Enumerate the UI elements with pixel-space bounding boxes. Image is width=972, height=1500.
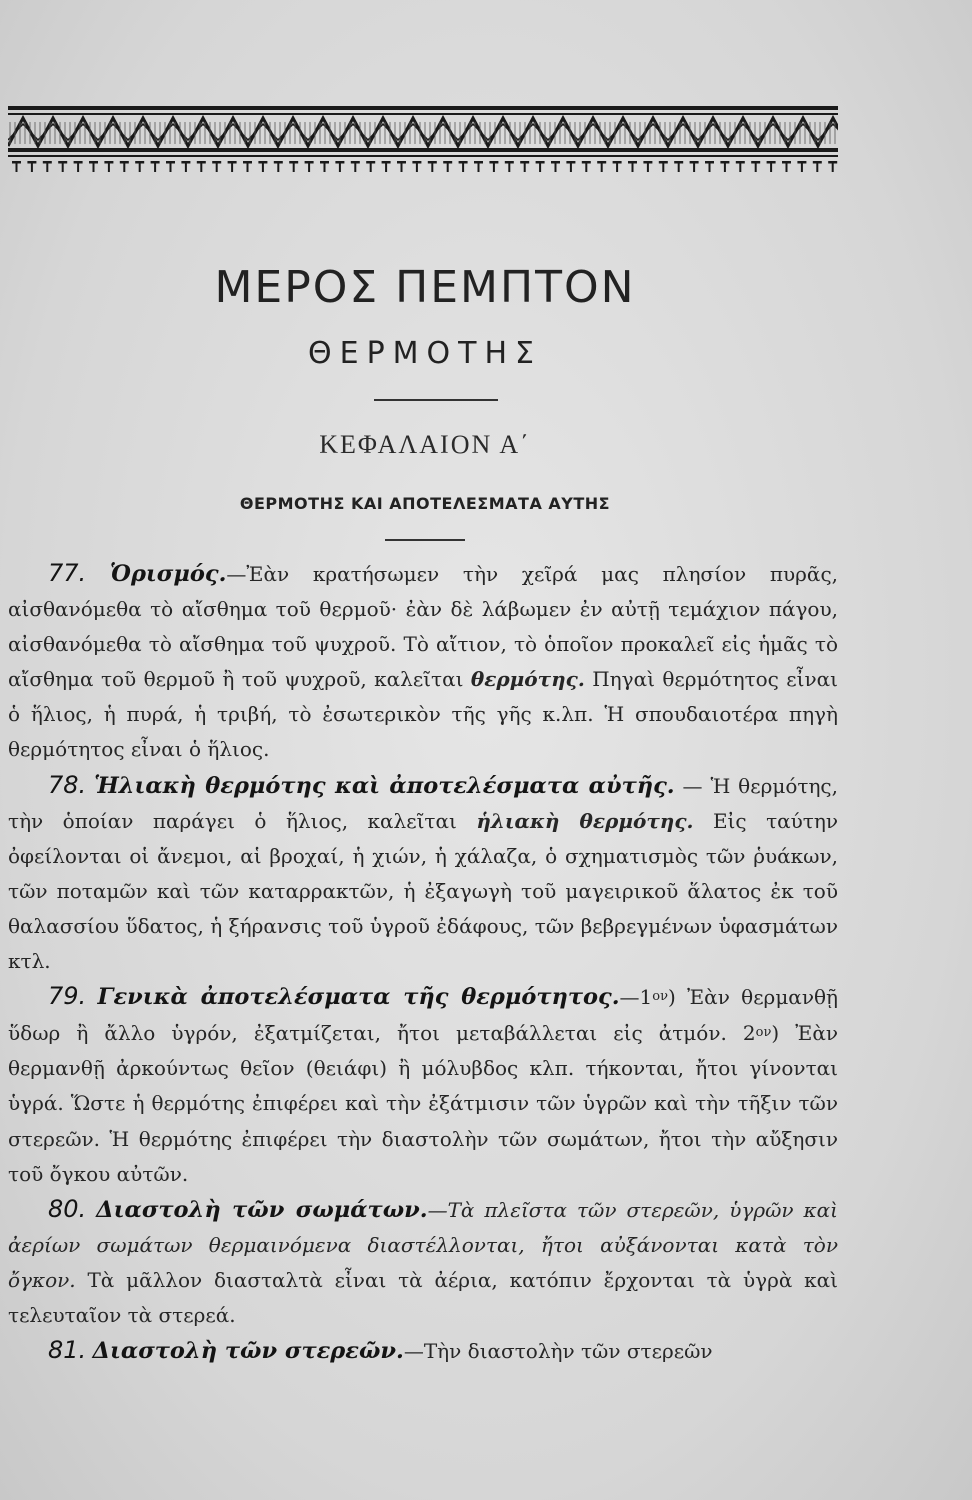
subject-title: ΘΕΡΜΟΤΗΣ	[308, 336, 542, 371]
part-title: ΜΕΡΟΣ ΠΕΜΠΤΟΝ	[214, 262, 636, 313]
body-text	[8, 556, 838, 1369]
emphasized-text: —Τὰ πλεῖστα τῶν στερεῶν, ὑγρῶν καὶ ἀερίων σωμάτων θερμαινόμενα διαστέλλονται, ἤτοι αὐξάνονται κατὰ τὸν ὄγκον.	[8, 1197, 839, 1292]
title-divider	[374, 399, 498, 401]
section-text: Εἰς ταύτην ὀφείλονται οἱ ἄνεμοι, αἱ βροχαί, ἡ χιών, ἡ χάλαζα, ὁ σχηματισμὸς τῶν ῥυάκων, τῶν ποταμῶν καὶ τῶν καταρρακτῶν, ἡ ἐξαγωγὴ τοῦ μαγειρικοῦ ἅλατος ἐκ τοῦ θαλασσίου ὕδατος, ἡ ξήρανσις τοῦ ὑγροῦ ἐδάφους, τῶν βεβρεγμένων ὑφασμάτων κτλ.	[8, 808, 839, 974]
section-heading: Ὁρισμός.	[109, 561, 227, 587]
defined-term: θερμότης.	[470, 667, 585, 692]
section-heading: Ἡλιακὴ θερμότης καὶ ἀποτελέσματα αὐτῆς.	[94, 772, 675, 799]
section-80	[8, 1192, 838, 1333]
section-text: Πηγαὶ θερμότητος εἶναι ὁ ἥλιος, ἡ πυρά, ἡ τριβή, τὸ ἐσωτερικὸν τῆς γῆς κ.λπ. Ἡ σπουδαιοτέρα πηγὴ θερμότητος εἶναι ὁ ἥλιος.	[8, 667, 839, 762]
ordinal-suffix: ον	[755, 1025, 772, 1041]
chapter-subtitle: ΘΕΡΜΟΤΗΣ ΚΑΙ ΑΠΟΤΕΛΕΣΜΑΤΑ ΑΥΤΗΣ	[239, 494, 611, 513]
section-heading: Γενικὰ ἀποτελέσματα τῆς θερμότητος.	[97, 984, 620, 1011]
section-79	[8, 979, 838, 1192]
ordinal-suffix: ον	[652, 989, 669, 1005]
section-text: Τὰ μᾶλλον διασταλτὰ εἶναι τὰ ἀέρια, κατόπιν ἔρχονται τὰ ὑγρὰ καὶ τελευταῖον τὰ στερεά.	[8, 1267, 838, 1327]
section-number: 80.	[48, 1194, 87, 1223]
section-number: 79.	[48, 982, 87, 1011]
section-heading: Διαστολὴ τῶν στερεῶν.	[92, 1338, 404, 1365]
section-number: 77.	[48, 559, 87, 587]
section-text: — Ἡ θερμότης, τὴν ὁποίαν παράγει ὁ ἥλιος, καλεῖται	[8, 773, 838, 833]
section-heading: Διαστολὴ τῶν σωμάτων.	[96, 1196, 428, 1223]
section-text: ) Ἐὰν θερμανθῇ ἀρκούντως θεῖον (θειάφι) ἢ μόλυβδος κλπ. τήκονται, ἤτοι γίνονται ὑγρά. Ὥστε ἡ θερμότης ἐπιφέρει καὶ τὴν ἐξάτμισιν τῶν ὑγρῶν καὶ τὴν τῆξιν τῶν στερεῶν. Ἡ θερμότης ἐπιφέρει τὴν διαστολὴν τῶν σωμάτων, ἤτοι τὴν αὔξησιν τοῦ ὄγκου αὐτῶν.	[8, 1021, 838, 1186]
defined-term: ἡλιακὴ θερμότης.	[476, 808, 694, 833]
chapter-title: ΚΕΦΑΛΑΙΟΝ Α΄	[319, 430, 531, 459]
section-text: —Ἐὰν κρατήσωμεν τὴν χεῖρά μας πλησίον πυρᾶς, αἰσθανόμεθα τὸ αἴσθημα τοῦ θερμοῦ· ἐὰν δὲ λάβωμεν ἐν αὐτῇ τεμάχιον πάγου, αἰσθανόμεθα τὸ αἴσθημα τοῦ ψυχροῦ. Τὸ αἴτιον, τὸ ὁποῖον προκαλεῖ εἰς ἡμᾶς τὸ αἴσθημα τοῦ θερμοῦ ἢ τοῦ ψυχροῦ, καλεῖται	[8, 562, 838, 692]
section-text: —Τὴν διαστολὴν τῶν στερεῶν	[403, 1339, 713, 1364]
section-number: 78.	[48, 770, 87, 799]
chapter-divider	[385, 539, 465, 541]
section-78	[8, 768, 838, 980]
decorative-header-border	[8, 100, 838, 180]
section-81	[8, 1333, 838, 1369]
section-77	[8, 556, 838, 768]
ornament-pattern	[8, 100, 838, 180]
section-number: 81.	[48, 1336, 87, 1365]
section-text: ) Ἐὰν θερμανθῇ ὕδωρ ἢ ἄλλο ὑγρόν, ἐξατμίζεται, ἤτοι μεταβάλλεται εἰς ἀτμόν. 2	[8, 985, 838, 1046]
section-text: —1	[619, 985, 653, 1010]
